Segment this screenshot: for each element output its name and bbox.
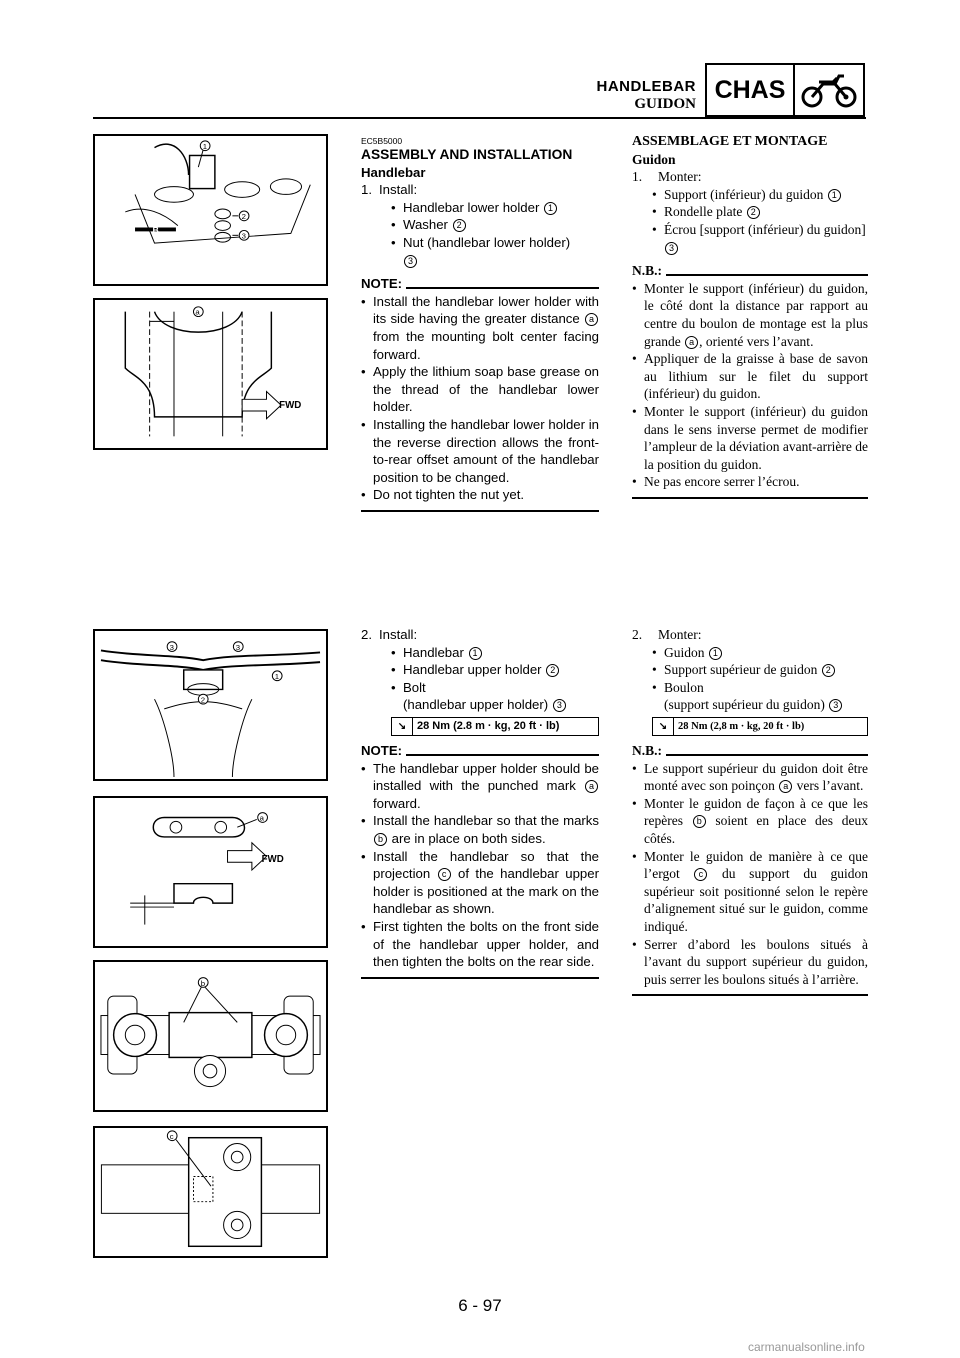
- en-step2-item-cont: (handlebar upper holder) 3: [361, 696, 599, 714]
- fr-note-item: • Monter le guidon de façon à ce que les repères b soient en place des deux côtés.: [632, 795, 868, 848]
- en-subtitle: Handlebar: [361, 164, 426, 180]
- fr-note-2-header: N.B.:: [632, 742, 868, 760]
- figure-b-label: B: [152, 225, 159, 236]
- figure-projection-mark: [93, 1126, 328, 1258]
- fr-step2-item-cont: (support supérieur du guidon) 3: [632, 696, 868, 714]
- fr-section-2: [632, 626, 868, 996]
- svg-text:2: 2: [200, 695, 206, 705]
- en-step2-item: • Handlebar upper holder 2: [361, 661, 599, 679]
- en-step-1: 1. Install:: [361, 182, 418, 198]
- fr-note-item: • Monter le guidon de manière à ce que l’ergot c du support du guidon supérieur soit positionné selon le repère d’alignement situé sur le guidon, comme indiqué.: [632, 848, 868, 936]
- en-note-item: • First tighten the bolts on the front side of the handlebar upper holder, and then tighten the bolts on the rear side.: [361, 918, 599, 971]
- en-note-1-header: NOTE:: [361, 275, 599, 293]
- figure-fwd-label-2: FWD: [261, 854, 284, 866]
- figure-handlebar: [93, 629, 328, 781]
- en-step-2: 2. Install:: [361, 627, 418, 642]
- en-title: ASSEMBLY AND INSTALLATION: [361, 147, 573, 162]
- svg-text:a: a: [259, 813, 264, 823]
- en-note-item: • The handlebar upper holder should be installed with the punched mark a forward.: [361, 760, 599, 813]
- figure-lower-holder: [93, 134, 328, 286]
- en-step1-item: • Washer 2: [361, 216, 599, 234]
- fr-step-2: 2. Monter:: [632, 627, 702, 642]
- fr-step1-item: • Rondelle plate 2: [632, 203, 868, 221]
- fr-note-item: • Appliquer de la graisse à base de savon au lithium sur le filet du support (inférieur) du guidon.: [632, 350, 868, 403]
- svg-text:3: 3: [241, 231, 246, 241]
- fr-subtitle: Guidon: [632, 151, 676, 167]
- en-note-item: • Install the handlebar lower holder with its side having the greater distance a from the mounting bolt center facing forward.: [361, 293, 599, 363]
- en-torque-spec: ↘ 28 Nm (2.8 m · kg, 20 ft · lb): [391, 717, 599, 736]
- page-number: 6 - 97: [458, 1296, 502, 1315]
- header-title-en: HANDLEBAR: [596, 78, 696, 95]
- section-badge: [705, 63, 865, 117]
- figure-handlebar-marks: [93, 960, 328, 1112]
- en-note-item: • Apply the lithium soap base grease on the thread of the handlebar lower holder.: [361, 363, 599, 416]
- section-code: EC5B5000: [361, 136, 403, 146]
- en-note-item: • Do not tighten the nut yet.: [361, 486, 599, 504]
- fr-note-1-end: [632, 497, 868, 499]
- en-step2-item: • Handlebar 1: [361, 644, 599, 662]
- fr-title: ASSEMBLAGE ET MONTAGE: [632, 134, 828, 149]
- motorcycle-icon: [795, 65, 863, 115]
- en-note-2-header: NOTE:: [361, 742, 599, 760]
- en-note-2-end: [361, 977, 599, 979]
- figure-lower-holder-offset: [93, 298, 328, 450]
- fr-note-2-end: [632, 994, 868, 996]
- en-note-item: • Installing the handlebar lower holder in the reverse direction allows the front-to-rear offset amount of the handlebar position to be changed.: [361, 416, 599, 486]
- fr-section-1: [632, 133, 868, 499]
- svg-text:3: 3: [169, 642, 174, 652]
- en-section-2: [361, 626, 599, 979]
- fr-note-item: • Serrer d’abord les boulons situés à l’avant du support supérieur du guidon, puis serrer les boulons situés à l’arrière.: [632, 936, 868, 989]
- header-title-fr: GUIDON: [634, 96, 696, 112]
- svg-text:1: 1: [274, 672, 280, 682]
- svg-text:2: 2: [241, 212, 246, 222]
- section-label: CHAS: [707, 65, 795, 115]
- fr-step2-item: • Support supérieur de guidon 2: [632, 661, 868, 679]
- fr-note-item: • Ne pas encore serrer l’écrou.: [632, 473, 868, 491]
- en-step1-item: • Handlebar lower holder 1: [361, 199, 599, 217]
- svg-text:3: 3: [235, 642, 241, 652]
- watermark: carmanualsonline.info: [748, 1340, 865, 1354]
- wrench-icon: ↘: [653, 718, 674, 735]
- fr-step2-item: • Boulon: [632, 679, 868, 697]
- fr-step1-item: • Support (inférieur) du guidon 1: [632, 186, 868, 204]
- svg-text:a: a: [195, 307, 200, 317]
- en-note-1-end: [361, 510, 599, 512]
- wrench-icon: ↘: [392, 718, 413, 735]
- fr-note-1-header: N.B.:: [632, 262, 868, 280]
- en-step2-item: • Bolt: [361, 679, 599, 697]
- fr-note-item: • Le support supérieur du guidon doit être monté avec son poinçon a vers l’avant.: [632, 760, 868, 795]
- figure-upper-holder-mark: [93, 796, 328, 948]
- en-note-item: • Install the handlebar so that the projection c of the handlebar upper holder is positioned at the mark on the handlebar as shown.: [361, 848, 599, 918]
- fr-step1-item: • Écrou [support (inférieur) du guidon] 3: [632, 221, 868, 256]
- fr-torque-spec: ↘ 28 Nm (2,8 m · kg, 20 ft · lb): [652, 717, 868, 736]
- en-section-1: [361, 136, 599, 512]
- figure-fwd-label: FWD: [279, 400, 302, 412]
- svg-text:c: c: [169, 1132, 174, 1142]
- svg-text:b: b: [200, 978, 206, 988]
- fr-note-item: • Monter le support (inférieur) du guidon dans le sens inverse permet de modifier l’ampleur de la déviation avant-arrière de la position du guidon.: [632, 403, 868, 473]
- en-note-item: • Install the handlebar so that the marks b are in place on both sides.: [361, 812, 599, 847]
- fr-step2-item: • Guidon 1: [632, 644, 868, 662]
- header-rule: [93, 117, 866, 119]
- svg-text:1: 1: [202, 142, 208, 152]
- en-step1-item: • Nut (handlebar lower holder) 3: [361, 234, 599, 269]
- fr-note-item: • Monter le support (inférieur) du guidon, le côté dont la distance par rapport au centre du boulon de montage est la plus grande a , orienté vers l’avant.: [632, 280, 868, 350]
- fr-step-1: 1. Monter:: [632, 169, 702, 185]
